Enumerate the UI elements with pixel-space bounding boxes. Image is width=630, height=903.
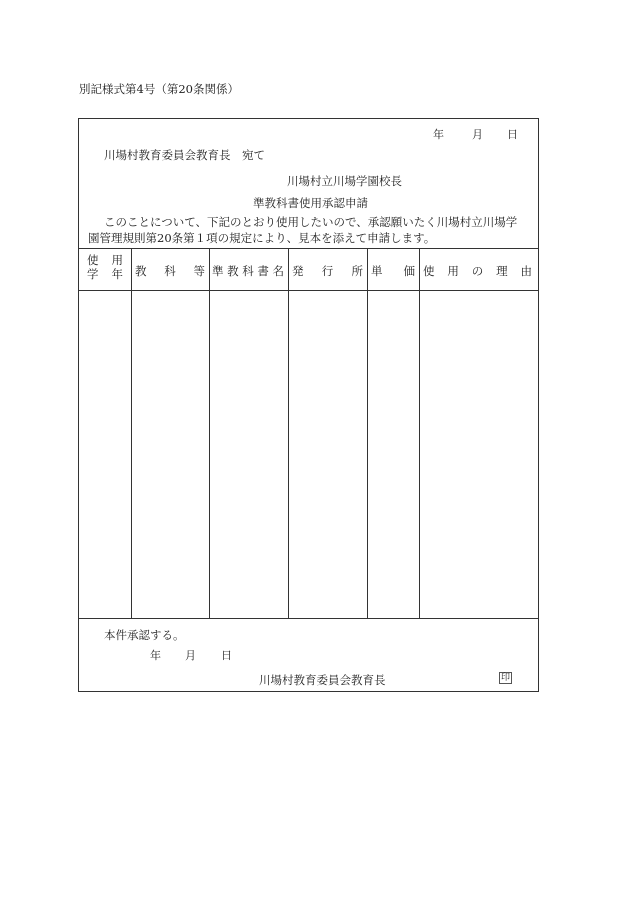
header-char: 名 bbox=[272, 264, 284, 278]
header-char: 書 bbox=[257, 264, 269, 278]
header-char: 用 bbox=[111, 253, 123, 267]
header-char: 発 bbox=[292, 264, 304, 278]
header-subject bbox=[135, 263, 205, 293]
header-char: 使 bbox=[423, 264, 435, 278]
applicant: 川場村立川場学園校長 bbox=[287, 174, 402, 188]
header-grade-bottom bbox=[87, 267, 123, 281]
body-text-line2: 園管理規則第20条第１項の規定により、見本を添えて申請します。 bbox=[88, 231, 436, 245]
column-divider bbox=[131, 249, 132, 619]
header-char: 単 bbox=[371, 264, 383, 278]
header-grade bbox=[87, 253, 123, 281]
header-char: の bbox=[471, 264, 484, 278]
header-char: 由 bbox=[520, 264, 532, 278]
column-divider bbox=[367, 249, 368, 619]
signer: 川場村教育委員会教育長 bbox=[259, 673, 386, 687]
header-reason bbox=[423, 263, 532, 293]
approval-text: 本件承認する。 bbox=[104, 628, 185, 642]
header-char: 用 bbox=[447, 264, 459, 278]
date-year-label: 年 bbox=[433, 128, 444, 141]
table-top-border bbox=[79, 248, 538, 249]
header-char: 教 bbox=[227, 264, 239, 278]
header-char: 行 bbox=[321, 264, 334, 278]
approval-year-label: 年 bbox=[150, 649, 161, 662]
table-bottom-border bbox=[79, 618, 538, 619]
header-char: 所 bbox=[351, 264, 363, 278]
body-text-line1: このことについて、下記のとおり使用したいので、承認願いたく川場村立川場学 bbox=[104, 215, 518, 229]
header-char: 等 bbox=[193, 264, 205, 278]
header-char: 学 bbox=[87, 267, 99, 281]
date-day-label: 日 bbox=[507, 128, 518, 141]
form-title: 準教科書使用承認申請 bbox=[253, 196, 368, 210]
header-char: 価 bbox=[403, 264, 415, 278]
header-publisher bbox=[292, 263, 363, 293]
application-form bbox=[78, 118, 539, 692]
header-char: 理 bbox=[496, 264, 508, 278]
header-price bbox=[371, 263, 415, 293]
header-char: 教 bbox=[135, 264, 147, 278]
date-month-label: 月 bbox=[472, 128, 483, 141]
column-divider bbox=[288, 249, 289, 619]
header-char: 科 bbox=[242, 264, 254, 278]
header-char: 使 bbox=[87, 253, 99, 267]
column-divider bbox=[209, 249, 210, 619]
addressee: 川場村教育委員会教育長 宛て bbox=[104, 148, 265, 162]
approval-day-label: 日 bbox=[221, 649, 232, 662]
header-char: 科 bbox=[164, 264, 176, 278]
header-grade-top bbox=[87, 253, 123, 267]
form-label: 別記様式第4号（第20条関係） bbox=[79, 82, 239, 96]
seal-mark: 印 bbox=[500, 673, 510, 683]
header-book-name bbox=[212, 263, 284, 293]
header-char: 年 bbox=[111, 267, 123, 281]
header-char: 準 bbox=[212, 264, 224, 278]
column-divider bbox=[419, 249, 420, 619]
approval-month-label: 月 bbox=[185, 649, 196, 662]
